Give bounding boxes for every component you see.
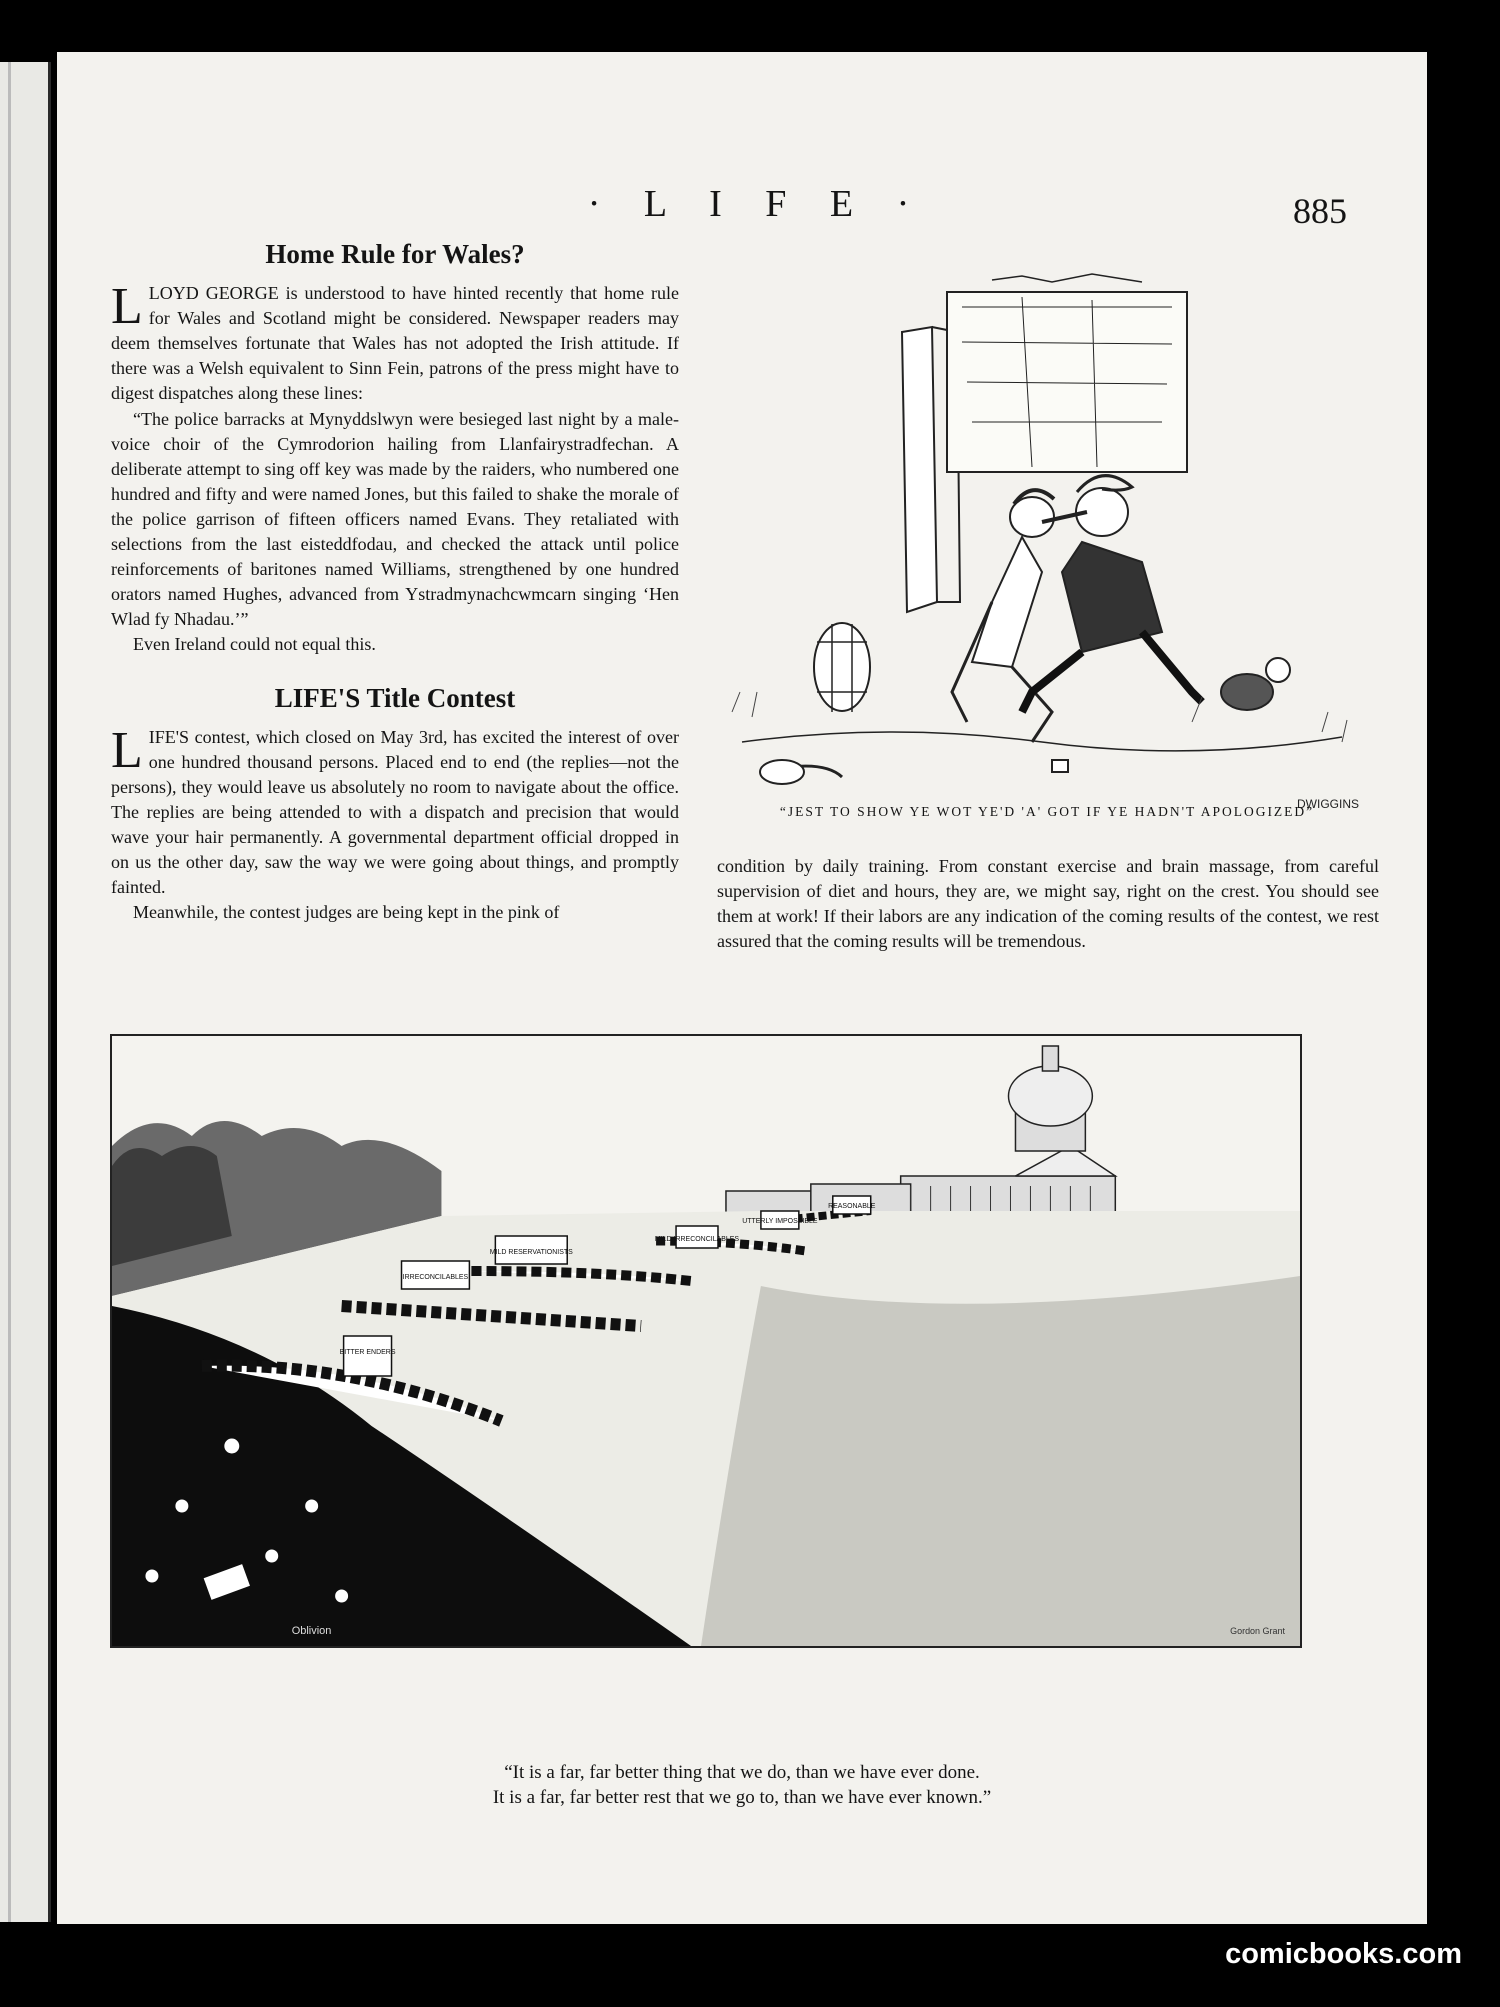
article1-dropcap: L [111, 278, 143, 336]
watermark-link[interactable]: comicbooks.com [1225, 1938, 1462, 1970]
page-header [57, 182, 1427, 242]
cartoon2-caption-line1: “It is a far, far better thing that we do, than we have ever done. [504, 1762, 980, 1783]
facing-page-edge [0, 62, 51, 1922]
sign-bitter-enders: BITTER ENDERS [339, 1348, 396, 1357]
cartoon2-caption-line2: It is a far, far better rest that we go to, than we have ever known.” [492, 1787, 992, 1808]
cartoon1-caption: “JEST TO SHOW YE WOT YE'D 'A' GOT IF YE HADN'T APOLOGIZED” [779, 804, 1315, 819]
sign-mild-reservationists: MILD RESERVATIONISTS [489, 1248, 573, 1257]
article1-lead-text: LOYD GEORGE is understood to have hinted recently that home rule for Wales and Scotland might be considered. Newspaper readers may deem themselves fortunate that Wales has not adopted the Irish attitude. If there was a Welsh equivalent to Sinn Fein, patrons of the press might have to digest dispatches along these lines: [111, 283, 679, 404]
article2-para2-cont: condition by daily training. From constant exercise and brain massage, from careful supervision of diet and hours, they are, we might say, right on the crest. You should see them at work! If their labors are any indication of the coming results of the contest, we rest assured that the coming results will be tremendous. [717, 856, 1379, 952]
article2-para2-start: Meanwhile, the contest judges are being kept in the pink of [133, 902, 560, 923]
cartoon2-caption [57, 1760, 1427, 1810]
sign-reasonable: REASONABLE [828, 1202, 876, 1211]
article2-lead [111, 721, 679, 901]
sign-mild-irreconcilables: MILD IRRECONCILABLES [654, 1235, 740, 1244]
sign-irreconcilables: IRRECONCILABLES [402, 1273, 469, 1282]
cartoon-capitol-illustration [110, 1034, 1302, 1648]
left-column [111, 239, 679, 925]
article1-quote: “The police barracks at Mynyddslwyn were besieged last night by a male-voice choir of the Cymrodorion hailing from Llanfairystradfechan. A deliberate attempt to sing off key was made by the raiders, who numbered one hundred and fifty and were named Jones, but this failed to shake the morale of the police garrison of fifteen officers named Evans. They retaliated with selections from the last eisteddfodau, and checked the attack until police reinforcements of baritones named Williams, strengthened by one hundred orators named Hughes, advanced from Ystradmynachcwmcarn singing ‘Hen Wlad fy Nhadau.’” [111, 408, 679, 630]
sign-utterly-impossible: UTTERLY IMPOSSIBLE [742, 1217, 818, 1226]
cartoon1-signature: DWIGGINS [1297, 797, 1359, 811]
oblivion-label: Oblivion [291, 1624, 332, 1638]
article1-title: Home Rule for Wales? [265, 239, 525, 269]
magazine-page [57, 52, 1427, 1924]
article2-title: LIFE'S Title Contest [274, 682, 516, 713]
article2-dropcap: L [111, 721, 143, 779]
cartoon-fight-illustration [722, 247, 1377, 857]
article1-closing: Even Ireland could not equal this. [133, 634, 376, 655]
article2-lead-text: IFE'S contest, which closed on May 3rd, has excited the interest of over one hundred thousand persons. Placed end to end (the replies—not the persons), they would leave us absolutely no room to navigate about the office. The replies are being attended to with a dispatch and precision that would wave your hair permanently. A governmental department official dropped in on us the other day, saw the way we were going about things, and promptly fainted. [111, 726, 679, 898]
article1-lead [111, 278, 679, 406]
cartoon2-signature: Gordon Grant [1230, 1625, 1286, 1637]
page-number: 885 [1293, 191, 1347, 231]
right-column [717, 854, 1379, 954]
masthead: · L I F E · [587, 183, 927, 225]
